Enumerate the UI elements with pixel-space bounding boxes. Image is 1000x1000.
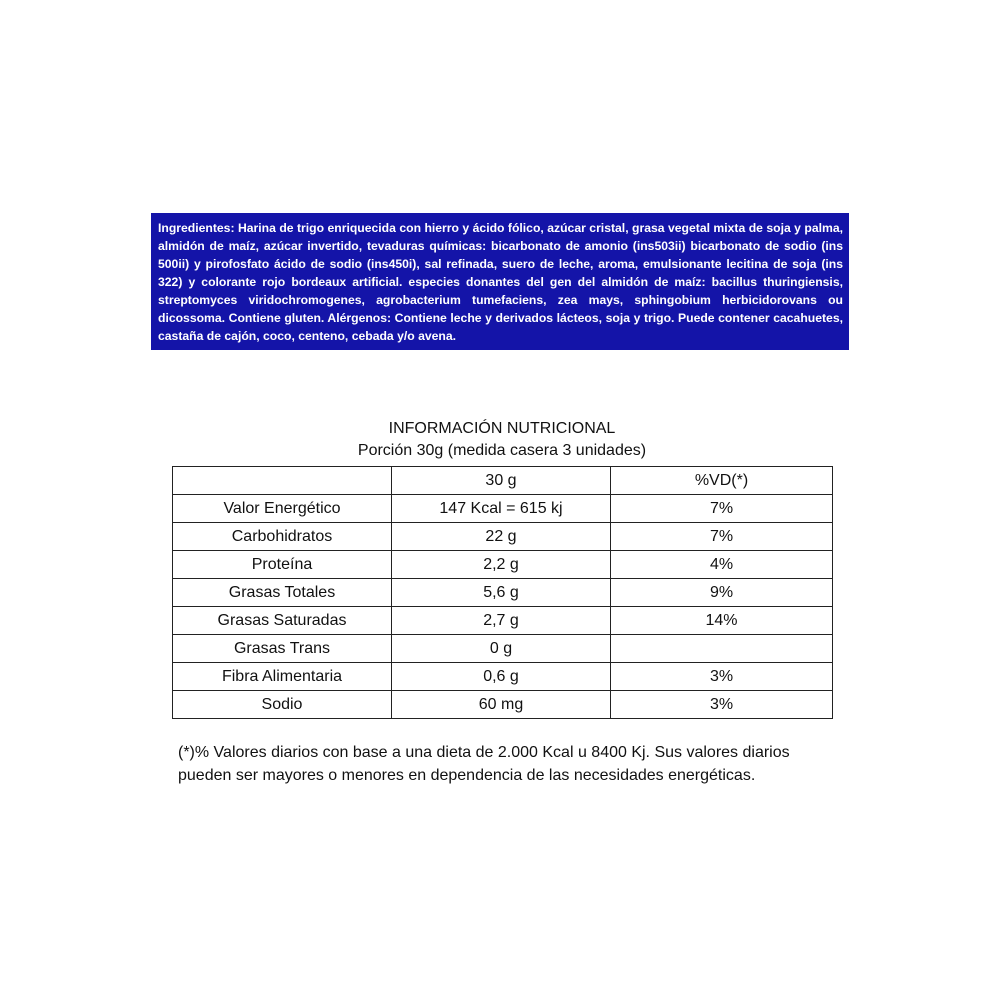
nutrient-name: Proteína: [173, 551, 392, 579]
nutrient-name: Grasas Saturadas: [173, 607, 392, 635]
footnote: [178, 741, 838, 787]
table-row: [173, 663, 833, 691]
nutrient-dv: 3%: [611, 663, 833, 691]
nutrient-name: Fibra Alimentaria: [173, 663, 392, 691]
table-row: [173, 495, 833, 523]
nutrient-amount: 22 g: [392, 523, 611, 551]
nutrient-dv: 14%: [611, 607, 833, 635]
nutrient-dv: [611, 635, 833, 663]
nutrient-dv: 9%: [611, 579, 833, 607]
nutrient-dv: 4%: [611, 551, 833, 579]
nutrient-name: Grasas Trans: [173, 635, 392, 663]
nutrient-dv: 7%: [611, 495, 833, 523]
nutrient-name: Sodio: [173, 691, 392, 719]
nutrient-amount: 147 Kcal = 615 kj: [392, 495, 611, 523]
nutrient-amount: 0 g: [392, 635, 611, 663]
table-row: [173, 635, 833, 663]
nutrient-amount: 0,6 g: [392, 663, 611, 691]
nutrition-table: [172, 466, 833, 719]
footnote-line-2: pueden ser mayores o menores en dependencia de las necesidades energéticas.: [178, 767, 756, 784]
nutrient-dv: 7%: [611, 523, 833, 551]
header-cell-label: [173, 467, 392, 495]
table-row: [173, 523, 833, 551]
table-row: [173, 551, 833, 579]
ingredients-text: Ingredientes: Harina de trigo enriquecida con hierro y ácido fólico, azúcar cristal, grasa vegetal mixta de soja y palma, almidón de maíz, azúcar invertido, tevaduras químicas: bicarbonato de amonio (ins503ii) bicarbonato de sodio (ins 500ii) y pirofosfato ácido de sodio (ins450i), sal refinada, suero de leche, aroma, emulsionante lecitina de soja (ins 322) y colorante rojo bordeaux artificial. especies donantes del gen del almidón de maíz: bacillus thuringiensis, streptomyces viridochromogenes, agrobacterium tumefaciens, zea mays, sphingobium herbicidorovans ou dicossoma. Contiene gluten. Alérgenos: Contiene leche y derivados lácteos, soja y trigo. Puede contener cacahuetes, castaña de cajón, coco, centeno, cebada y/o avena.: [158, 221, 843, 343]
nutrient-name: Grasas Totales: [173, 579, 392, 607]
nutrient-amount: 60 mg: [392, 691, 611, 719]
table-header-row: [173, 467, 833, 495]
table-row: [173, 691, 833, 719]
header-cell-dv: %VD(*): [611, 467, 833, 495]
ingredients-box: [151, 213, 849, 350]
nutrition-portion: Porción 30g (medida casera 3 unidades): [357, 442, 647, 459]
table-row: [173, 607, 833, 635]
table-row: [173, 579, 833, 607]
nutrition-heading: [172, 418, 832, 462]
nutrient-amount: 2,7 g: [392, 607, 611, 635]
header-cell-amount: 30 g: [392, 467, 611, 495]
nutrient-amount: 5,6 g: [392, 579, 611, 607]
nutrient-dv: 3%: [611, 691, 833, 719]
footnote-line-1: (*)% Valores diarios con base a una dieta de 2.000 Kcal u 8400 Kj. Sus valores diarios: [178, 744, 790, 761]
nutrition-title: INFORMACIÓN NUTRICIONAL: [388, 420, 616, 437]
nutrient-amount: 2,2 g: [392, 551, 611, 579]
nutrient-name: Valor Energético: [173, 495, 392, 523]
nutrient-name: Carbohidratos: [173, 523, 392, 551]
